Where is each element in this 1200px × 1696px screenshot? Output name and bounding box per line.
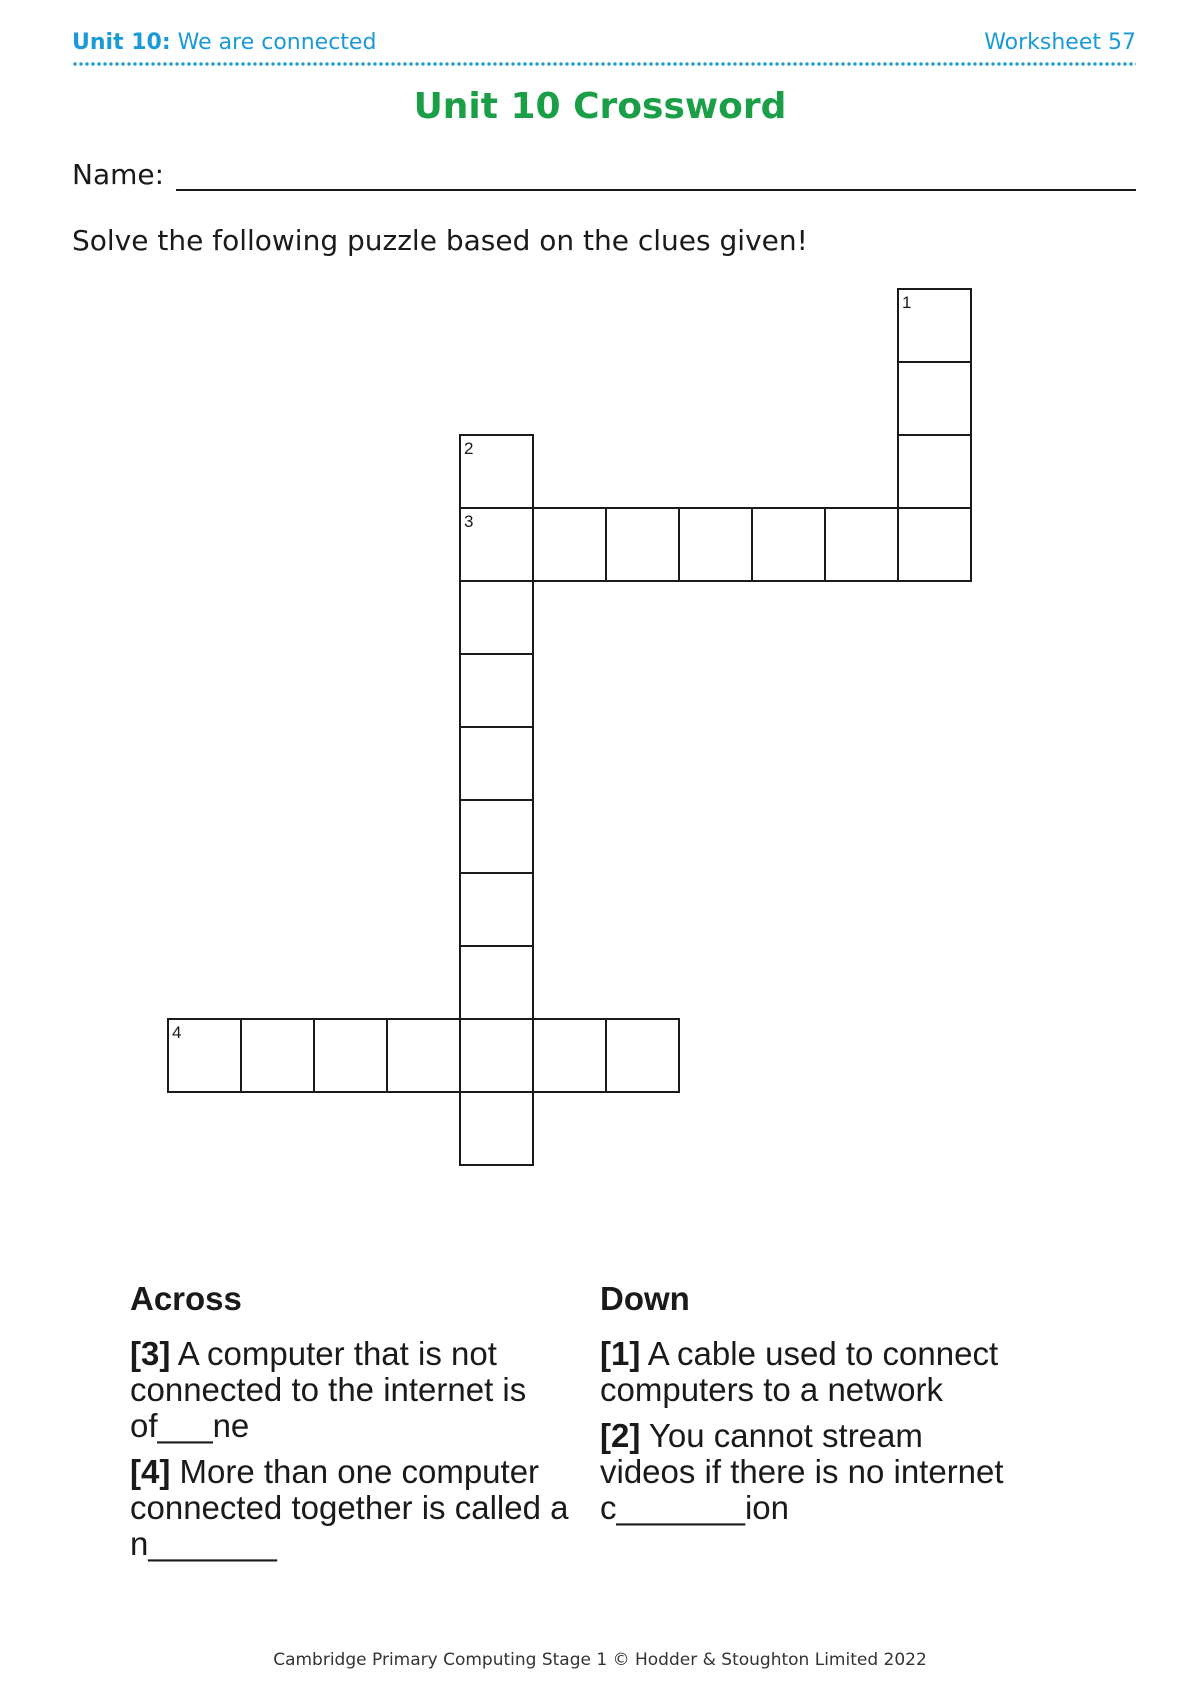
crossword-cell[interactable] (459, 507, 534, 582)
worksheet-number: Worksheet 57 (984, 30, 1136, 55)
dotted-divider (72, 62, 1136, 66)
unit-heading (72, 30, 376, 55)
crossword-cell[interactable] (459, 434, 534, 509)
crossword-cell[interactable] (459, 580, 534, 655)
crossword-cell[interactable] (532, 1018, 607, 1093)
clue-text: A computer that is not connected to the internet is of___ne (130, 1335, 527, 1444)
crossword-cell[interactable] (678, 507, 753, 582)
page-title: Unit 10 Crossword (413, 86, 787, 127)
clue-number: [4] (130, 1453, 171, 1490)
clue-number: [2] (600, 1417, 641, 1454)
cell-number: 1 (902, 293, 912, 312)
crossword-cell[interactable] (459, 1018, 534, 1093)
unit-label: Unit 10: (72, 30, 171, 55)
cell-number: 2 (464, 439, 474, 458)
cell-number: 4 (172, 1023, 182, 1042)
unit-title: We are connected (177, 30, 377, 55)
copyright-footer: Cambridge Primary Computing Stage 1 © Hodder & Stoughton Limited 2022 (273, 1650, 927, 1670)
down-heading: Down (600, 1280, 690, 1317)
crossword-cell[interactable] (459, 799, 534, 874)
clue-number: [1] (600, 1335, 641, 1372)
crossword-cell[interactable] (240, 1018, 315, 1093)
name-field-row (72, 158, 1136, 198)
crossword-cell[interactable] (459, 726, 534, 801)
crossword-cell[interactable] (313, 1018, 388, 1093)
crossword-cell[interactable] (167, 1018, 242, 1093)
down-clue-2 (600, 1418, 1020, 1526)
name-label: Name: (72, 158, 165, 191)
across-clues (130, 1280, 580, 1572)
crossword-cell[interactable] (824, 507, 899, 582)
crossword-cell[interactable] (897, 434, 972, 509)
clue-text: More than one computer connected together is called a n_______ (130, 1453, 569, 1562)
crossword-cell[interactable] (532, 507, 607, 582)
across-clue-3 (130, 1336, 580, 1444)
crossword-cell[interactable] (459, 653, 534, 728)
crossword-cell[interactable] (897, 361, 972, 436)
crossword-cell[interactable] (386, 1018, 461, 1093)
clue-text: You cannot stream videos if there is no internet c_______ion (600, 1417, 1004, 1526)
instructions-text: Solve the following puzzle based on the clues given! (72, 224, 808, 257)
crossword-cell[interactable] (751, 507, 826, 582)
crossword-cell[interactable] (897, 288, 972, 363)
across-heading: Across (130, 1280, 242, 1317)
crossword-cell[interactable] (605, 507, 680, 582)
clue-number: [3] (130, 1335, 171, 1372)
name-write-line[interactable] (176, 189, 1136, 191)
down-clues (600, 1280, 1020, 1536)
clue-text: A cable used to connect computers to a network (600, 1335, 999, 1408)
crossword-cell[interactable] (897, 507, 972, 582)
cell-number: 3 (464, 512, 474, 531)
crossword-cell[interactable] (605, 1018, 680, 1093)
crossword-cell[interactable] (459, 872, 534, 947)
crossword-cell[interactable] (459, 1091, 534, 1166)
across-clue-4 (130, 1454, 580, 1562)
crossword-cell[interactable] (459, 945, 534, 1020)
page-header (72, 28, 1136, 64)
down-clue-1 (600, 1336, 1020, 1408)
